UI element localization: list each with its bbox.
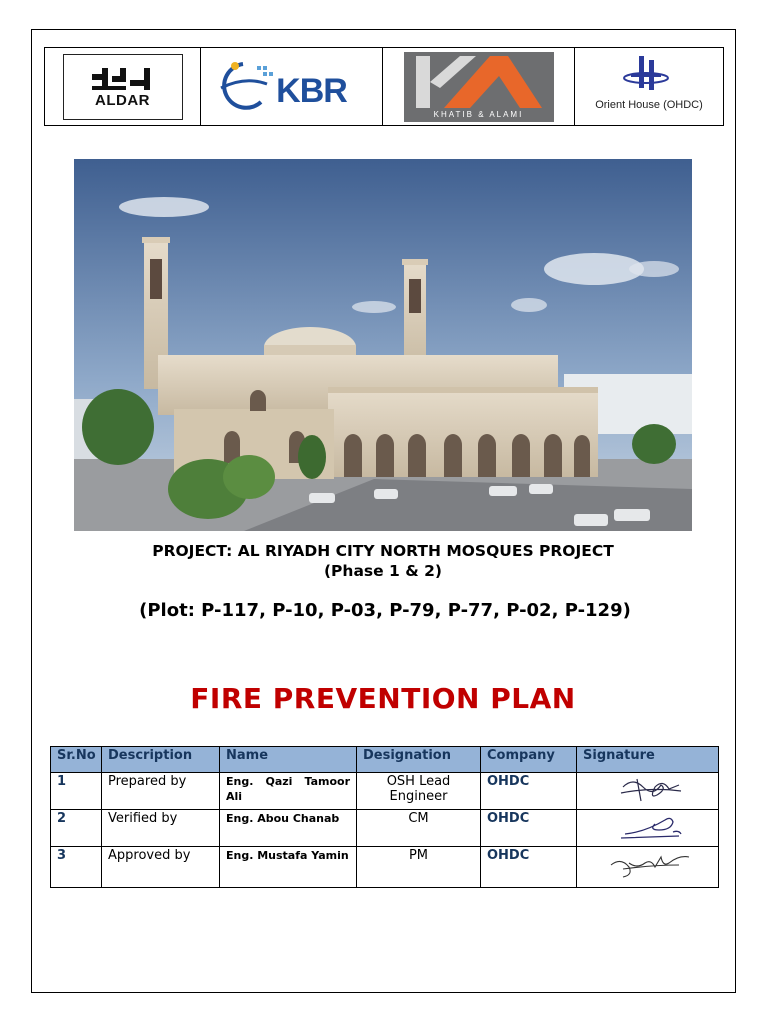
row-name: Eng. Qazi Tamoor Ali <box>220 773 357 810</box>
ohdc-caption: Orient House (OHDC) <box>595 99 703 111</box>
row-designation: PM <box>357 847 481 888</box>
row-designation: CM <box>357 810 481 847</box>
row-description: Verified by <box>102 810 220 847</box>
row-company: OHDC <box>481 847 577 888</box>
row-description: Approved by <box>102 847 220 888</box>
table-row <box>51 810 719 847</box>
ohdc-mark-icon <box>621 54 671 96</box>
row-number: 3 <box>51 847 102 888</box>
document-title: FIRE PREVENTION PLAN <box>190 682 576 715</box>
header-designation: Designation <box>357 747 481 773</box>
logo-strip <box>44 47 724 126</box>
aldar-logo-cell <box>45 48 201 125</box>
signature-cell <box>577 810 719 847</box>
row-name: Eng. Mustafa Yamin <box>220 847 357 888</box>
row-company: OHDC <box>481 773 577 810</box>
row-name: Eng. Abou Chanab <box>220 810 357 847</box>
kbr-globe-icon <box>215 58 275 114</box>
ohdc-logo-cell <box>575 48 723 125</box>
project-name: PROJECT: AL RIYADH CITY NORTH MOSQUES PROJECT <box>152 542 614 560</box>
signoff-table <box>50 746 719 888</box>
table-header-row <box>51 747 719 773</box>
khatib-alami-logo <box>404 52 554 122</box>
header-company: Company <box>481 747 577 773</box>
signature-image <box>577 847 719 883</box>
row-description: Prepared by <box>102 773 220 810</box>
header-signature: Signature <box>577 747 719 773</box>
header-description: Description <box>102 747 220 773</box>
project-title <box>74 541 692 581</box>
ka-mark-icon <box>404 52 554 112</box>
plot-list: (Plot: P-117, P-10, P-03, P-79, P-77, P-02, P-129) <box>139 600 631 621</box>
row-company: OHDC <box>481 810 577 847</box>
signature-image <box>577 773 719 805</box>
header-name: Name <box>220 747 357 773</box>
aldar-mark-icon <box>88 64 158 94</box>
kbr-logo-cell <box>201 48 383 125</box>
row-number: 2 <box>51 810 102 847</box>
row-designation: OSH Lead Engineer <box>357 773 481 810</box>
khatib-alami-logo-cell <box>383 48 575 125</box>
row-number: 1 <box>51 773 102 810</box>
header-srno: Sr.No <box>51 747 102 773</box>
khatib-alami-caption: KHATIB & ALAMI <box>433 109 524 119</box>
kbr-wordmark: KBR <box>276 72 347 110</box>
signature-image <box>577 810 719 842</box>
signature-cell <box>577 847 719 888</box>
aldar-wordmark: ALDAR <box>95 92 150 109</box>
table-row <box>51 773 719 810</box>
aldar-logo <box>63 54 183 120</box>
project-phase: (Phase 1 & 2) <box>323 562 443 580</box>
mosque-rendering <box>74 159 692 531</box>
table-row <box>51 847 719 888</box>
signature-cell <box>577 773 719 810</box>
